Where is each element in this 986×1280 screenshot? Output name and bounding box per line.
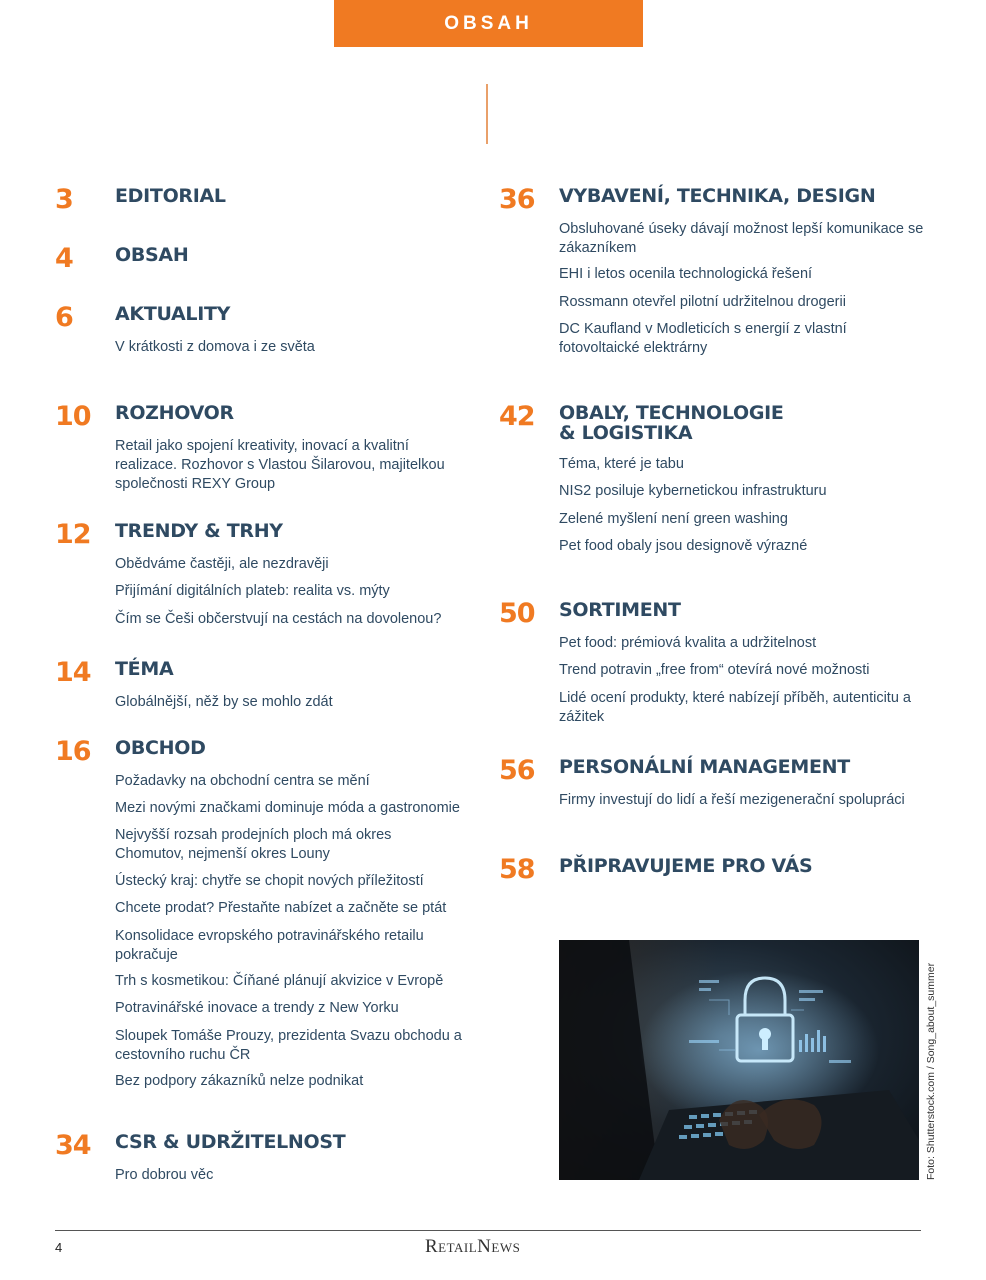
toc-article-link[interactable]: Obsluhované úseky dávají možnost lepší komunikace se zákazníkem (559, 221, 924, 256)
toc-article-link[interactable]: Globálnější, něž by se mohlo zdát (115, 694, 333, 710)
toc-page-number: 36 (499, 184, 535, 215)
toc-section-obsah[interactable] (55, 245, 475, 275)
toc-section-pripravujeme[interactable] (499, 856, 929, 886)
toc-article-link[interactable]: Mezi novými značkami dominuje móda a gastronomie (115, 800, 460, 816)
toc-section-rozhovor[interactable] (55, 403, 475, 498)
cybersecurity-photo (559, 940, 919, 1180)
toc-article-link[interactable]: Firmy investují do lidí a řeší mezigenerační spolupráci (559, 792, 905, 808)
toc-section-title: SORTIMENT (559, 599, 681, 621)
toc-page-number: 3 (55, 184, 73, 215)
toc-section-csr[interactable] (55, 1132, 475, 1192)
toc-article-link[interactable]: Rossmann otevřel pilotní udržitelnou drogerii (559, 294, 846, 310)
toc-section-title: PŘIPRAVUJEME PRO VÁS (559, 855, 813, 877)
toc-section-title: OBCHOD (115, 737, 206, 759)
toc-article-link[interactable]: Bez podpory zákazníků nelze podnikat (115, 1073, 364, 1089)
footer-divider (55, 1230, 921, 1231)
toc-section-title: TÉMA (115, 658, 174, 680)
toc-article-link[interactable]: Lidé ocení produkty, které nabízejí příběh, autenticitu a zážitek (559, 690, 911, 725)
toc-article-link[interactable]: Potravinářské inovace a trendy z New Yorku (115, 1000, 399, 1016)
toc-section-title: PERSONÁLNÍ MANAGEMENT (559, 756, 850, 778)
toc-article-link[interactable]: Čím se Češi občerstvují na cestách na dovolenou? (115, 611, 442, 627)
toc-article-link[interactable]: V krátkosti z domova i ze světa (115, 339, 315, 355)
section-header-title: OBSAH (444, 12, 533, 34)
toc-section-sortiment[interactable] (499, 600, 929, 730)
toc-page-number: 50 (499, 598, 535, 629)
toc-section-title: EDITORIAL (115, 185, 226, 207)
toc-section-editorial[interactable] (55, 186, 475, 216)
toc-page-number: 58 (499, 854, 535, 885)
toc-section-title: ROZHOVOR (115, 402, 234, 424)
toc-article-link[interactable]: Chcete prodat? Přestaňte nabízet a začněte se ptát (115, 900, 447, 916)
toc-section-obaly[interactable] (499, 403, 929, 563)
photo-credit: Foto: Shutterstock.com / Song_about_summer (925, 962, 937, 1180)
toc-article-link[interactable]: Obědváme častěji, ale nezdravěji (115, 556, 329, 572)
toc-page-number: 6 (55, 302, 73, 333)
page-number: 4 (55, 1240, 63, 1255)
toc-article-link[interactable]: Přijímání digitálních plateb: realita vs. mýty (115, 583, 390, 599)
toc-article-link[interactable]: Zelené myšlení není green washing (559, 511, 788, 527)
toc-article-link[interactable]: Pet food: prémiová kvalita a udržitelnost (559, 635, 817, 651)
toc-section-vybaveni[interactable] (499, 186, 929, 361)
toc-article-link[interactable]: DC Kaufland v Modleticích s energií z vlastní fotovoltaické elektrárny (559, 321, 847, 356)
toc-page-number: 10 (55, 401, 91, 432)
retailnews-logo: RetailNews (425, 1236, 521, 1257)
toc-page-number: 4 (55, 243, 73, 274)
toc-article-link[interactable]: Ústecký kraj: chytře se chopit nových příležitostí (115, 873, 424, 889)
toc-section-title-line: & LOGISTIKA (559, 422, 693, 444)
toc-article-link[interactable]: Sloupek Tomáše Prouzy, prezidenta Svazu obchodu a cestovního ruchu ČR (115, 1028, 462, 1063)
toc-section-title-line: OBALY, TECHNOLOGIE (559, 402, 784, 424)
toc-article-link[interactable]: Nejvyšší rozsah prodejních ploch má okres Chomutov, nejmenší okres Louny (115, 827, 392, 862)
toc-page-number: 42 (499, 401, 535, 432)
toc-page-number: 56 (499, 755, 535, 786)
toc-page-number: 16 (55, 736, 91, 767)
toc-article-link[interactable]: Téma, které je tabu (559, 456, 684, 472)
toc-page-number: 34 (55, 1130, 91, 1161)
toc-section-title: VYBAVENÍ, TECHNIKA, DESIGN (559, 185, 876, 207)
toc-page-number: 14 (55, 657, 91, 688)
toc-article-link[interactable]: Trend potravin „free from“ otevírá nové možnosti (559, 662, 870, 678)
toc-section-tema[interactable] (55, 659, 475, 719)
section-header-tab (334, 0, 643, 47)
toc-page-number: 12 (55, 519, 91, 550)
toc-article-link[interactable]: Pro dobrou věc (115, 1167, 214, 1183)
toc-article-link[interactable]: Trh s kosmetikou: Číňané plánují akvizice v Evropě (115, 973, 444, 989)
toc-section-title: OBSAH (115, 244, 189, 266)
toc-article-link[interactable]: Pet food obaly jsou designově výrazné (559, 538, 808, 554)
toc-article-link[interactable]: NIS2 posiluje kybernetickou infrastrukturu (559, 483, 827, 499)
toc-section-title: AKTUALITY (115, 303, 231, 325)
toc-section-aktuality[interactable] (55, 304, 475, 364)
toc-section-trendy-trhy[interactable] (55, 521, 475, 636)
toc-section-title: CSR & UDRŽITELNOST (115, 1131, 346, 1153)
toc-article-link[interactable]: Retail jako spojení kreativity, inovací a kvalitní realizace. Rozhovor s Vlastou Šilarovou, majitelkou společnosti REXY Group (115, 438, 445, 492)
toc-article-link[interactable]: Požadavky na obchodní centra se mění (115, 773, 370, 789)
toc-section-title (559, 403, 784, 443)
toc-article-link[interactable]: Konsolidace evropského potravinářského retailu pokračuje (115, 928, 424, 963)
toc-section-obchod[interactable] (55, 738, 485, 1093)
toc-section-title: TRENDY & TRHY (115, 520, 283, 542)
divider (486, 84, 488, 144)
toc-section-personalni[interactable] (499, 757, 929, 817)
toc-article-link[interactable]: EHI i letos ocenila technologická řešení (559, 266, 813, 282)
